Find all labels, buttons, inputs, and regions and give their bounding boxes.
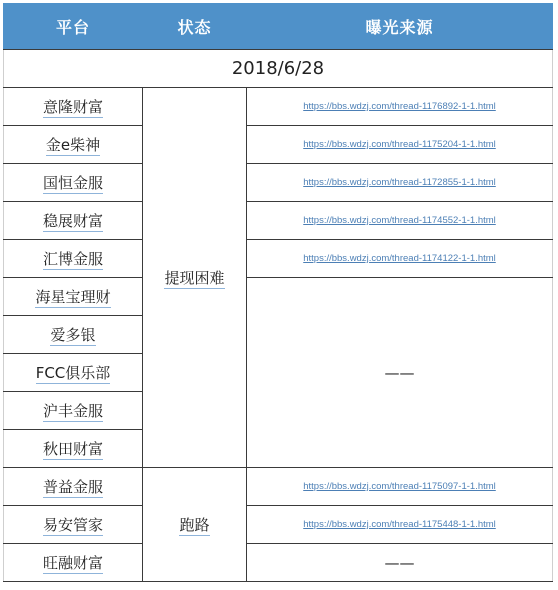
platform-cell: [4, 392, 143, 430]
table-row: [4, 506, 553, 544]
platform-cell: [4, 202, 143, 240]
table-row: [4, 88, 553, 126]
table-row: [4, 468, 553, 506]
status-label: 提现困难: [164, 269, 225, 287]
platform-cell: [4, 240, 143, 278]
platform-name: 秋田财富: [42, 440, 103, 458]
table-row: [4, 164, 553, 202]
table-row: [4, 240, 553, 278]
platform-name: 意隆财富: [42, 98, 103, 116]
source-link[interactable]: https://bbs.wdzj.com/thread-1174552-1-1.html: [247, 202, 553, 240]
header-row: [4, 4, 553, 50]
exposure-table: [3, 3, 553, 582]
platform-name: 易安管家: [42, 516, 103, 534]
source-link[interactable]: https://bbs.wdzj.com/thread-1175097-1-1.html: [247, 468, 553, 506]
platform-name: 海星宝理财: [35, 288, 111, 306]
platform-name: 汇博金服: [42, 250, 103, 268]
source-link[interactable]: https://bbs.wdzj.com/thread-1172855-1-1.html: [247, 164, 553, 202]
table-row: [4, 202, 553, 240]
platform-cell: [4, 88, 143, 126]
platform-name: 爱多银: [50, 326, 96, 344]
platform-cell: [4, 544, 143, 582]
platform-cell: [4, 164, 143, 202]
platform-cell: [4, 278, 143, 316]
platform-cell: [4, 506, 143, 544]
platform-name: 旺融财富: [42, 554, 103, 572]
status-label: 跑路: [179, 516, 210, 534]
header-source: 曝光来源: [247, 4, 553, 50]
platform-name: 稳展财富: [42, 212, 103, 230]
source-link[interactable]: https://bbs.wdzj.com/thread-1175204-1-1.html: [247, 126, 553, 164]
platform-cell: [4, 354, 143, 392]
source-dash: ——: [247, 278, 553, 468]
platform-name: 沪丰金服: [42, 402, 103, 420]
table-row: [4, 544, 553, 582]
status-cell-absconded: [143, 468, 247, 582]
status-cell-withdraw-difficulty: [143, 88, 247, 468]
source-link[interactable]: https://bbs.wdzj.com/thread-1174122-1-1.html: [247, 240, 553, 278]
table-row: [4, 278, 553, 316]
date-cell: 2018/6/28: [4, 50, 553, 88]
table-row: [4, 126, 553, 164]
platform-cell: [4, 430, 143, 468]
source-link[interactable]: https://bbs.wdzj.com/thread-1176892-1-1.html: [247, 88, 553, 126]
date-row: [4, 50, 553, 88]
platform-cell: [4, 316, 143, 354]
source-dash: ——: [247, 544, 553, 582]
header-status: 状态: [143, 4, 247, 50]
platform-cell: [4, 468, 143, 506]
platform-name: 金e柴神: [45, 136, 101, 154]
header-platform: 平台: [4, 4, 143, 50]
platform-cell: [4, 126, 143, 164]
platform-name: 普益金服: [42, 478, 103, 496]
source-link[interactable]: https://bbs.wdzj.com/thread-1175448-1-1.html: [247, 506, 553, 544]
platform-name: 国恒金服: [42, 174, 103, 192]
platform-name: FCC俱乐部: [35, 364, 111, 382]
